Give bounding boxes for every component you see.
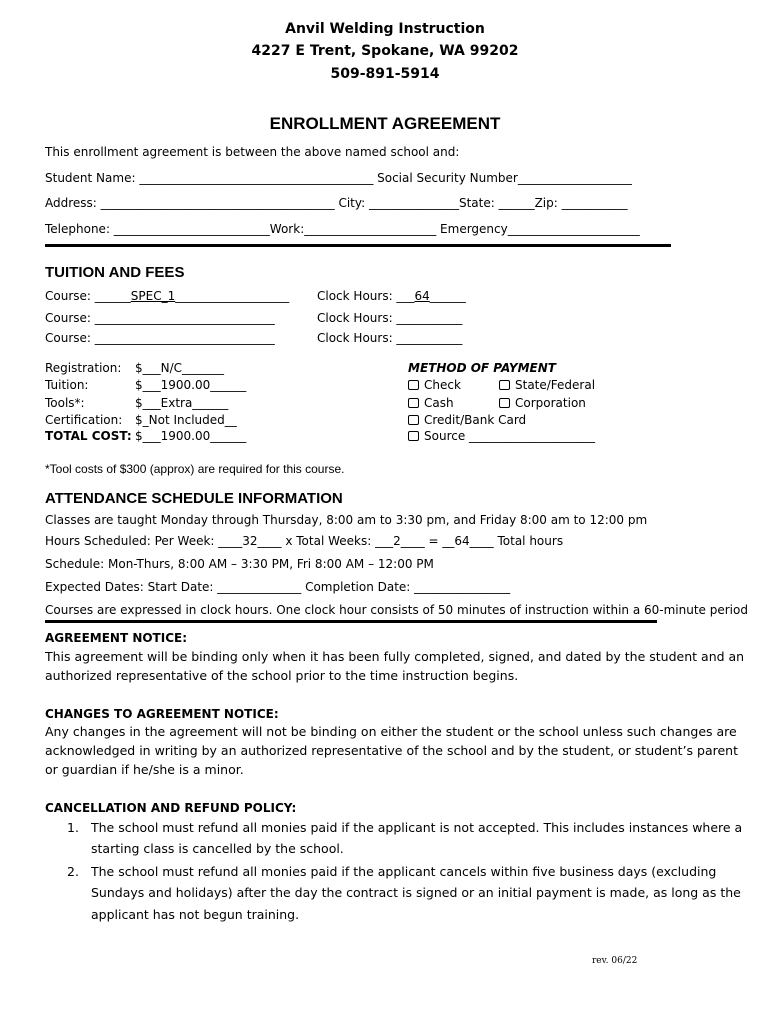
attendance-divider	[45, 620, 657, 623]
hours-scheduled-field[interactable]: Hours Scheduled: Per Week: ____32____ x Total Weeks: ___2____ = __64____ Total hours	[45, 534, 564, 548]
certification-value: $_Not Included__	[135, 413, 237, 427]
changes-notice-line-3: or guardian if he/she is a minor.	[45, 762, 244, 777]
changes-notice-heading: CHANGES TO AGREEMENT NOTICE:	[45, 707, 279, 721]
tools-value: $___Extra______	[135, 396, 229, 410]
page-title: ENROLLMENT AGREEMENT	[269, 114, 501, 133]
course-1-field[interactable]: Course: ______SPEC_1___________________	[45, 289, 290, 303]
total-cost-value: $___1900.00______	[135, 429, 247, 443]
total-cost-label: TOTAL COST:	[45, 429, 132, 443]
corporation-checkbox[interactable]	[499, 398, 510, 408]
intro-text: This enrollment agreement is between the above named school and:	[45, 145, 460, 159]
school-address: 4227 E Trent, Spokane, WA 99202	[251, 43, 519, 59]
registration-label: Registration:	[45, 361, 122, 375]
cash-option[interactable]: Cash	[408, 396, 454, 410]
attendance-heading: ATTENDANCE SCHEDULE INFORMATION	[45, 490, 343, 507]
tool-cost-note: *Tool costs of $300 (approx) are required for this course.	[45, 462, 345, 476]
changes-notice-line-1: Any changes in the agreement will not be binding on either the student or the school unless such changes are	[45, 724, 737, 739]
clock-hours-note: Courses are expressed in clock hours. One clock hour consists of 50 minutes of instruction within a 60-minute period	[45, 603, 748, 617]
source-checkbox[interactable]	[408, 431, 419, 441]
corporation-option[interactable]: Corporation	[499, 396, 586, 410]
clock-hours-1-field[interactable]: Clock Hours: ___64______	[317, 289, 466, 303]
credit-card-checkbox[interactable]	[408, 415, 419, 425]
registration-value: $___N/C_______	[135, 361, 225, 375]
state-federal-checkbox[interactable]	[499, 380, 510, 390]
cash-checkbox[interactable]	[408, 398, 419, 408]
telephone-field[interactable]: Telephone: __________________________Work:______________________ Emergency______________________	[45, 222, 640, 236]
agreement-notice-heading: AGREEMENT NOTICE:	[45, 631, 188, 645]
refund-item-1-number: 1.	[67, 820, 79, 835]
refund-item-1-line-1: The school must refund all monies paid if the applicant is not accepted. This includes instances where a	[91, 820, 743, 835]
expected-dates-field[interactable]: Expected Dates: Start Date: ______________ Completion Date: ________________	[45, 580, 511, 594]
course-2-field[interactable]: Course: ______________________________	[45, 311, 275, 325]
tuition-heading: TUITION AND FEES	[45, 264, 185, 281]
clock-hours-2-field[interactable]: Clock Hours: ___________	[317, 311, 463, 325]
refund-policy-heading: CANCELLATION AND REFUND POLICY:	[45, 801, 297, 815]
section-divider	[45, 244, 671, 247]
tuition-label: Tuition:	[45, 378, 89, 392]
agreement-notice-line-1: This agreement will be binding only when it has been fully completed, signed, and dated by the student and an	[45, 649, 745, 664]
class-times: Classes are taught Monday through Thursday, 8:00 am to 3:30 pm, and Friday 8:00 am to 12:00 pm	[45, 513, 648, 527]
address-field[interactable]: Address: _______________________________________ City: _______________State: ______Zip: ___________	[45, 196, 628, 210]
check-option[interactable]: Check	[408, 378, 461, 392]
certification-label: Certification:	[45, 413, 123, 427]
state-federal-option[interactable]: State/Federal	[499, 378, 595, 392]
source-option[interactable]: Source _____________________	[408, 429, 595, 443]
refund-item-2-line-3: applicant has not begun training.	[91, 907, 300, 922]
schedule-text: Schedule: Mon-Thurs, 8:00 AM – 3:30 PM, Fri 8:00 AM – 12:00 PM	[45, 557, 434, 571]
course-3-field[interactable]: Course: ______________________________	[45, 331, 275, 345]
refund-item-2-number: 2.	[67, 864, 79, 879]
school-phone: 509-891-5914	[330, 66, 440, 82]
refund-item-2-line-1: The school must refund all monies paid if the applicant cancels within five business days (excluding	[91, 864, 717, 879]
credit-card-option[interactable]: Credit/Bank Card	[408, 413, 526, 427]
agreement-notice-line-2: authorized representative of the school prior to the time instruction begins.	[45, 668, 519, 683]
clock-hours-3-field[interactable]: Clock Hours: ___________	[317, 331, 463, 345]
tuition-value: $___1900.00______	[135, 378, 247, 392]
payment-heading: METHOD OF PAYMENT	[408, 361, 556, 375]
refund-item-1-line-2: starting class is cancelled by the school.	[91, 841, 344, 856]
revision-label: rev. 06/22	[592, 956, 638, 966]
school-name: Anvil Welding Instruction	[285, 21, 485, 37]
changes-notice-line-2: acknowledged in writing by an authorized representative of the school and by the student, or student’s parent	[45, 743, 739, 758]
tools-label: Tools*:	[45, 396, 85, 410]
student-name-field[interactable]: Student Name: _______________________________________ Social Security Number___________________	[45, 171, 632, 185]
refund-item-2-line-2: Sundays and holidays) after the day the contract is signed or an initial payment is made, as long as the	[91, 885, 741, 900]
check-checkbox[interactable]	[408, 380, 419, 390]
